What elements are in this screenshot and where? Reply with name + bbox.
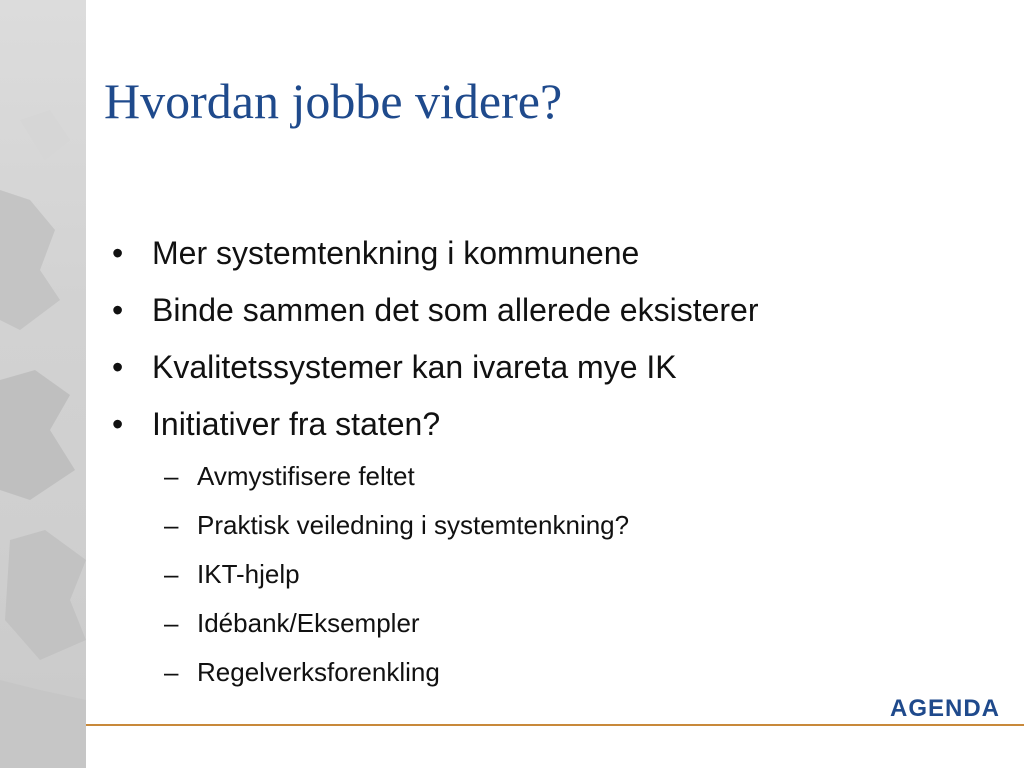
sub-bullet-item [108, 507, 759, 556]
bullet-text: Initiativer fra staten? [152, 406, 441, 442]
bullet-text: Kvalitetssystemer kan ivareta mye IK [152, 349, 677, 385]
sub-bullet-item [108, 654, 759, 703]
bullet-text: Binde sammen det som allerede eksisterer [152, 292, 759, 328]
bullet-item [108, 344, 759, 401]
map-texture [0, 0, 86, 768]
bullet-marker: • [112, 406, 124, 442]
sub-bullet-text: Praktisk veiledning i systemtenkning? [197, 510, 630, 540]
agenda-logo: AGENDA [889, 695, 1000, 722]
bullet-marker: • [112, 235, 124, 271]
dash-marker: – [164, 461, 179, 491]
bullet-marker: • [112, 292, 124, 328]
dash-marker: – [164, 559, 179, 589]
dash-marker: – [164, 657, 179, 687]
bullet-item [108, 230, 759, 287]
slide-title: Hvordan jobbe videre? [104, 73, 563, 129]
bullet-item [108, 401, 759, 458]
sub-bullet-text: Avmystifisere feltet [197, 461, 415, 491]
bullet-list [108, 230, 759, 703]
sub-bullet-group [108, 458, 759, 703]
dash-marker: – [164, 510, 179, 540]
sub-bullet-item [108, 556, 759, 605]
dash-marker: – [164, 608, 179, 638]
bullet-text: Mer systemtenkning i kommunene [152, 235, 640, 271]
sub-bullet-text: Idébank/Eksempler [197, 608, 420, 638]
sub-bullet-item [108, 605, 759, 654]
sub-bullet-text: IKT-hjelp [197, 559, 300, 589]
sub-bullet-list [108, 458, 759, 703]
sub-bullet-text: Regelverksforenkling [197, 657, 440, 687]
bullet-item [108, 287, 759, 344]
side-map-panel [0, 0, 86, 768]
bullet-marker: • [112, 349, 124, 385]
footer-divider [86, 724, 1024, 726]
sub-bullet-item [108, 458, 759, 507]
